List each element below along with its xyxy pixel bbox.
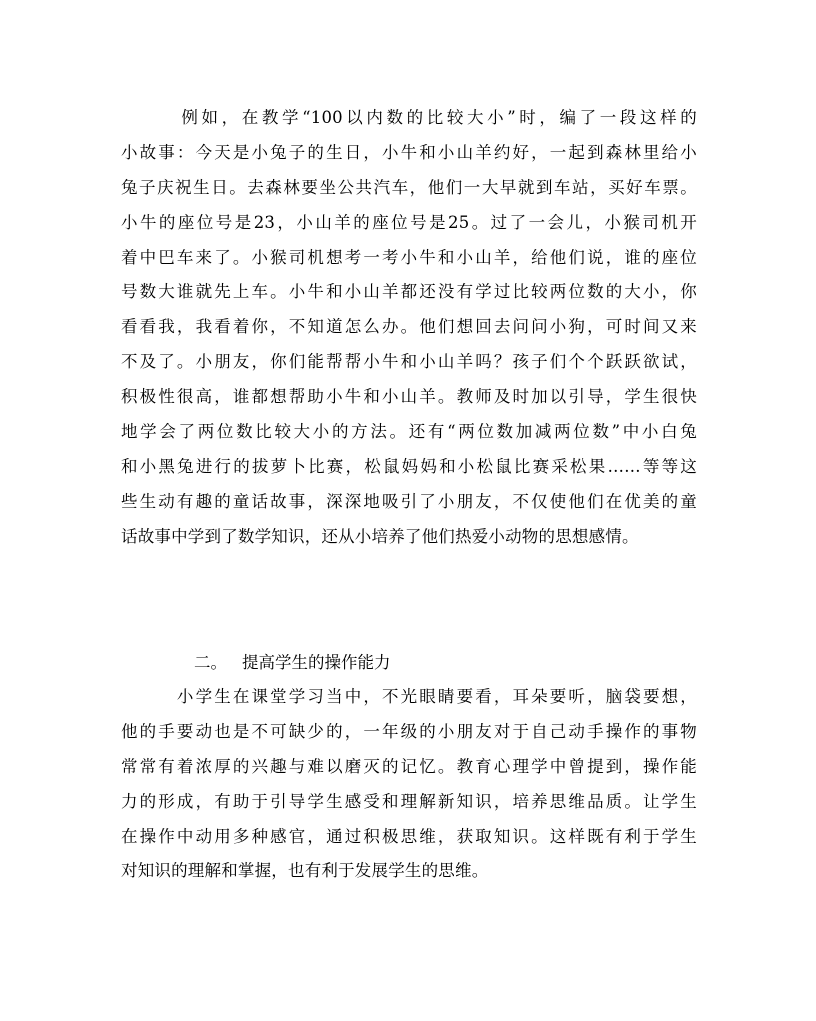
paragraph-line: 兔子庆祝生日。去森林要坐公共汽车，他们一大早就到车站，买好车票。: [121, 177, 697, 197]
paragraph-line: 常常有着浓厚的兴趣与难以磨灭的记忆。教育心理学中曾提到，操作能: [121, 756, 697, 776]
section-heading: [121, 646, 697, 681]
paragraph-line: 小学生在课堂学习当中，不光眼睛要看，耳朵要听，脑袋要想，: [121, 687, 697, 706]
paragraph-line: 他的手要动也是不可缺少的，一年级的小朋友对于自己动手操作的事物: [121, 721, 697, 741]
paragraph-line: 地学会了两位数比较大小的方法。还有“两位数加减两位数”中小白兔: [121, 422, 697, 442]
paragraph-story-example: [121, 101, 697, 555]
paragraph-line: 小故事：今天是小兔子的生日，小牛和小山羊约好，一起到森林里给小: [121, 142, 697, 162]
paragraph-line: 力的形成，有助于引导学生感受和理解新知识，培养思维品质。让学生: [121, 791, 697, 811]
paragraph-line: 着中巴车来了。小猴司机想考一考小牛和小山羊，给他们说，谁的座位: [121, 247, 697, 267]
heading-number: 二。: [194, 653, 227, 672]
paragraph-line: 在操作中动用多种感官，通过积极思维，获取知识。这样既有利于学生: [121, 826, 697, 846]
paragraph-line: 不及了。小朋友，你们能帮帮小牛和小山羊吗？孩子们个个跃跃欲试，: [121, 352, 697, 372]
heading-title: 提高学生的操作能力: [242, 653, 391, 672]
paragraph-operation-ability: [121, 680, 697, 889]
paragraph-line: 些生动有趣的童话故事，深深地吸引了小朋友，不仅使他们在优美的童: [121, 491, 697, 511]
paragraph-line: 话故事中学到了数学知识，还从小培养了他们热爱小动物的思想感情。: [121, 526, 639, 546]
heading-line: [121, 646, 697, 681]
paragraph-line: 对知识的理解和掌握，也有利于发展学生的思维。: [121, 861, 489, 881]
paragraph-line: 看看我，我看着你，不知道怎么办。他们想回去问问小狗，可时间又来: [121, 317, 697, 337]
paragraph-line: 例如，在教学“100以内数的比较大小”时，编了一段这样的: [121, 108, 697, 127]
paragraph-line: 积极性很高，谁都想帮助小牛和小山羊。教师及时加以引导，学生很快: [121, 387, 697, 407]
paragraph-line: 小牛的座位号是23，小山羊的座位号是25。过了一会儿，小猴司机开: [121, 212, 697, 232]
paragraph-line: 和小黑兔进行的拔萝卜比赛，松鼠妈妈和小松鼠比赛采松果……等等这: [121, 456, 697, 476]
paragraph-line: 号数大谁就先上车。小牛和小山羊都还没有学过比较两位数的大小，你: [121, 282, 697, 302]
